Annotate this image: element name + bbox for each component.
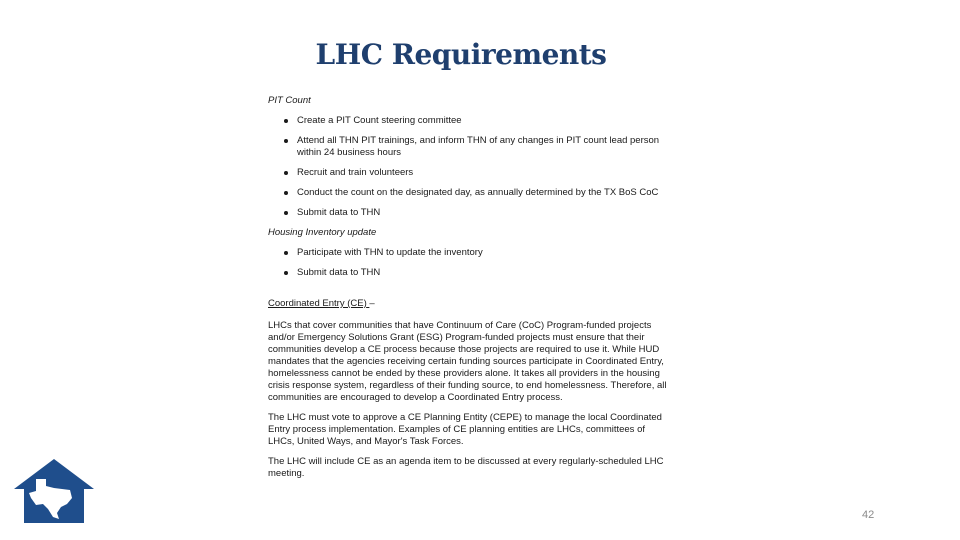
ce-paragraph: The LHC must vote to approve a CE Planning Entity (CEPE) to manage the local Coordinated Entry process implementation. Examples of CE planning entities are LHCs, committees of LHCs, United Ways, and Mayor's Task Forces. — [268, 412, 662, 447]
list-item: Submit data to THN — [268, 207, 668, 219]
texas-home-logo — [14, 459, 94, 523]
document-body — [268, 95, 668, 488]
pit-count-list — [268, 115, 668, 219]
list-item: Recruit and train volunteers — [268, 167, 668, 179]
housing-inventory-list — [268, 247, 668, 279]
page-number: 42 — [862, 509, 875, 521]
housing-inventory-heading: Housing Inventory update — [268, 227, 377, 238]
ce-paragraph: The LHC will include CE as an agenda item to be discussed at every regularly-scheduled LHC meeting. — [268, 456, 664, 479]
list-item: Submit data to THN — [268, 267, 668, 279]
list-item: Conduct the count on the designated day, as annually determined by the TX BoS CoC — [268, 187, 668, 199]
list-item: Attend all THN PIT trainings, and inform THN of any changes in PIT count lead person within 24 business hours — [268, 135, 668, 159]
list-item: Create a PIT Count steering committee — [268, 115, 668, 127]
heading-dash: – — [369, 298, 375, 309]
slide-title: LHC Requirements — [315, 38, 607, 71]
list-item: Participate with THN to update the inventory — [268, 247, 668, 259]
coordinated-entry-heading-text: Coordinated Entry (CE) — [268, 298, 367, 309]
house-icon — [14, 459, 94, 523]
ce-paragraph: LHCs that cover communities that have Continuum of Care (CoC) Program-funded projects and/or Emergency Solutions Grant (ESG) Program-funded projects must ensure that their communities develop a CE process because those projects are required to use it. While HUD mandates that the agencies receiving certain funding sources participate in Coordinated Entry, homelessness cannot be ended by these providers alone. It takes all providers in the housing crisis response system, regardless of their funding source, to end homelessness. Therefore, all communities are encouraged to develop a Coordinated Entry process. — [268, 320, 667, 403]
pit-count-heading: PIT Count — [268, 95, 311, 106]
coordinated-entry-heading — [268, 298, 668, 310]
